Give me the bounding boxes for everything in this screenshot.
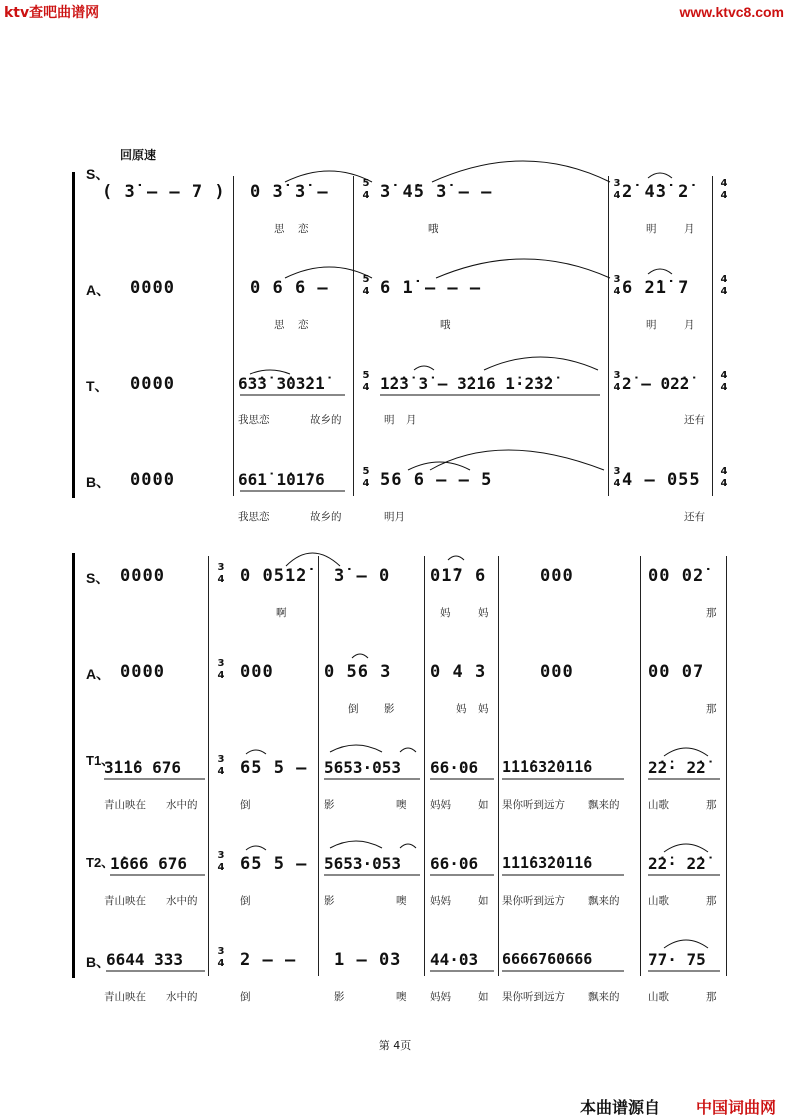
lyric: 思	[274, 223, 285, 235]
slur	[285, 267, 372, 278]
measure-notes: 3̇ – 0	[334, 566, 391, 586]
intro-notes: 0000	[120, 662, 165, 682]
slur	[246, 750, 266, 754]
source-credit-label: 本曲谱源自	[580, 1098, 661, 1117]
measure-notes: 1̇1̇1̇63̇2̇01̇1̇6	[502, 854, 593, 872]
lyric: 还有	[684, 511, 705, 523]
time-signature: 3 4	[613, 274, 621, 297]
lyric: 明	[384, 414, 395, 426]
time-signature: 3 4	[217, 850, 225, 873]
voice-label: A、	[86, 666, 111, 682]
lyric: 影	[384, 703, 395, 715]
measure-notes: 5653·053	[324, 854, 402, 873]
intro-notes: 0000	[130, 374, 175, 394]
lyric: 噢	[396, 991, 407, 1003]
lyric: 水中的	[166, 799, 198, 811]
slur	[648, 173, 672, 178]
slur	[664, 748, 708, 756]
lyric: 故乡的	[310, 511, 342, 523]
measure-notes: 00 07	[648, 662, 705, 682]
barline	[726, 556, 727, 976]
time-signature: 3 4	[217, 946, 225, 969]
slur	[408, 462, 470, 470]
time-signature: 4 4	[720, 466, 728, 489]
barline	[712, 176, 713, 496]
lyric: 恋	[298, 319, 309, 331]
lyric: 妈	[478, 703, 489, 715]
time-signature: 5 4	[362, 466, 370, 489]
slur	[400, 748, 416, 752]
system-bracket	[72, 553, 75, 978]
lyric: 那	[706, 703, 717, 715]
measure-notes: 000	[540, 662, 574, 682]
lyric: 山歌	[648, 991, 669, 1003]
slur	[330, 745, 382, 752]
measure-notes: 77· 75	[648, 950, 706, 969]
lyric: 我思恋	[238, 511, 270, 523]
voice-label: A、	[86, 282, 111, 298]
barline	[608, 176, 609, 496]
measure-notes: 0 051̇2̇	[240, 566, 308, 586]
measure-notes: 4 – 055	[622, 470, 701, 490]
lyric: 倒	[240, 991, 251, 1003]
lyric: 妈妈	[430, 895, 451, 907]
lyric: 妈妈	[430, 991, 451, 1003]
slur	[414, 366, 434, 370]
lyric: 明	[646, 319, 657, 331]
lyric: 妈妈	[430, 799, 451, 811]
lyric: 山歌	[648, 799, 669, 811]
voice-label: T、	[86, 378, 109, 394]
time-signature: 3 4	[217, 754, 225, 777]
lyric: 妈	[478, 607, 489, 619]
measure-notes: 0 56 3	[324, 662, 392, 682]
measure-notes: 6 2̇1̇ 7	[622, 278, 690, 298]
intro-notes: 3̇1̇1̇6 676	[104, 758, 182, 777]
time-signature: 3 4	[613, 178, 621, 201]
slur	[286, 553, 340, 566]
measure-notes: 2̇ 4̇3̇ 2̇	[622, 182, 690, 202]
voice-label: B、	[86, 474, 111, 490]
measure-notes: 6666760666	[502, 950, 593, 968]
voice-label: T2、	[86, 855, 115, 870]
slur	[648, 269, 672, 274]
measure-notes: 56 6 – – 5	[380, 470, 493, 490]
intro-notes: 0000	[120, 566, 165, 586]
lyric: 飘来的	[588, 895, 620, 907]
measure-notes: 3̇ 4̇5 3̇ – –	[380, 182, 493, 202]
lyric: 噢	[396, 895, 407, 907]
slur	[352, 654, 368, 658]
lyric: 水中的	[166, 991, 198, 1003]
slur	[664, 940, 708, 948]
time-signature: 4 4	[720, 178, 728, 201]
intro-notes: 0000	[130, 470, 175, 490]
measure-notes: 2̇2̇· 2̇2̇	[648, 758, 706, 777]
intro-notes: 0000	[130, 278, 175, 298]
lyric: 明	[646, 223, 657, 235]
lyric: 果你听到远方	[502, 895, 565, 907]
measure-notes: 01̇7 6	[430, 566, 487, 586]
lyric: 倒	[240, 895, 251, 907]
site-watermark-left: ktv查吧曲谱网	[4, 5, 100, 21]
lyric: 噢	[396, 799, 407, 811]
lyric: 影	[324, 799, 335, 811]
lyric: 妈	[456, 703, 467, 715]
lyric: 啊	[276, 607, 287, 619]
lyric: 妈	[440, 607, 451, 619]
tempo-marking: 回原速	[120, 148, 157, 162]
lyric: 如	[478, 895, 489, 907]
time-signature: 4 4	[720, 274, 728, 297]
measure-notes: 00 02̇	[648, 566, 705, 586]
lyric: 那	[706, 895, 717, 907]
time-signature: 4 4	[720, 370, 728, 393]
lyric: 影	[334, 991, 345, 1003]
page-number: 第 4页	[378, 1039, 412, 1052]
lyric: 青山映在	[104, 895, 146, 907]
lyric: 那	[706, 799, 717, 811]
lyric: 我思恋	[238, 414, 270, 426]
time-signature: 3 4	[613, 466, 621, 489]
lyric: 水中的	[166, 895, 198, 907]
measure-notes: 6 1̇ – – –	[380, 278, 482, 298]
barline	[233, 176, 234, 496]
lyric: 青山映在	[104, 991, 146, 1003]
measure-notes: 2 – –	[240, 950, 297, 970]
intro-notes: ( 3̇ – – 7 )	[102, 182, 226, 202]
lyric: 果你听到远方	[502, 991, 565, 1003]
measure-notes: 000	[240, 662, 274, 682]
lyric: 倒	[240, 799, 251, 811]
lyric: 果你听到远方	[502, 799, 565, 811]
lyric: 月	[406, 414, 417, 426]
measure-notes: 1̇2̇3̇ 3̇ – 3̇2̇16 1̇·2̇3̇2̇	[380, 374, 554, 393]
slur	[285, 171, 372, 182]
measure-notes: 0 4 3	[430, 662, 487, 682]
lyric: 恋	[298, 223, 309, 235]
voice-label: T1、	[86, 753, 115, 768]
system-bracket	[72, 172, 75, 498]
measure-notes: 63̇3̇ 3̇03̇2̇1̇	[238, 374, 325, 393]
time-signature: 3 4	[217, 562, 225, 585]
measure-notes: 000	[540, 566, 574, 586]
slur	[436, 259, 610, 278]
measure-notes: 5653·053	[324, 758, 402, 777]
time-signature: 3 4	[217, 658, 225, 681]
lyric: 哦	[440, 319, 451, 331]
source-credit-site: 中国词曲网	[696, 1098, 777, 1117]
site-watermark-right: www.ktvc8.com	[679, 4, 784, 20]
barline	[498, 556, 499, 976]
slur	[484, 357, 598, 370]
lyric: 影	[324, 895, 335, 907]
slur	[400, 844, 416, 848]
measure-notes: 1̇1̇1̇63̇2̇01̇1̇6	[502, 758, 593, 776]
lyric: 哦	[428, 223, 439, 235]
lyric: 飘来的	[588, 799, 620, 811]
intro-notes: 6644 333	[106, 950, 184, 969]
lyric: 青山映在	[104, 799, 146, 811]
voice-label: S、	[86, 570, 110, 586]
measure-notes: 44·03	[430, 950, 479, 969]
measure-notes: 0 3̇ 3̇ –	[250, 182, 329, 202]
barline	[640, 556, 641, 976]
measure-notes: 65 5 –	[240, 758, 308, 778]
slur	[330, 841, 382, 848]
lyric: 月	[684, 223, 695, 235]
measure-notes: 0 6 6 –	[250, 278, 329, 298]
measure-notes: 66·06	[430, 854, 479, 873]
lyric: 月	[684, 319, 695, 331]
lyric: 思	[274, 319, 285, 331]
lyric: 飘来的	[588, 991, 620, 1003]
barline	[353, 176, 354, 496]
time-signature: 5 4	[362, 178, 370, 201]
slur	[664, 844, 708, 852]
lyric: 那	[706, 607, 717, 619]
measure-notes: 2̇2̇· 2̇2̇	[648, 854, 706, 873]
barline	[424, 556, 425, 976]
measure-notes: 661̇ 1̇01̇76	[238, 470, 325, 489]
measure-notes: 66·06	[430, 758, 479, 777]
voice-label: S、	[86, 166, 110, 182]
lyric: 明月	[384, 511, 405, 523]
slur	[430, 450, 604, 470]
lyric: 故乡的	[310, 414, 342, 426]
measure-notes: 1 – 03	[334, 950, 402, 970]
time-signature: 3 4	[613, 370, 621, 393]
slur	[432, 161, 610, 182]
measure-notes: 65 5 –	[240, 854, 308, 874]
lyric: 倒	[348, 703, 359, 715]
intro-notes: 1̇666 676	[110, 854, 188, 873]
lyric: 如	[478, 991, 489, 1003]
time-signature: 5 4	[362, 274, 370, 297]
barline	[318, 556, 319, 976]
lyric: 山歌	[648, 895, 669, 907]
lyric: 那	[706, 991, 717, 1003]
slur	[448, 556, 464, 560]
voice-label: B、	[86, 954, 111, 970]
measure-notes: 2̇ – 02̇2̇	[622, 374, 690, 393]
lyric: 如	[478, 799, 489, 811]
slur	[246, 846, 266, 850]
barline	[208, 556, 209, 976]
time-signature: 5 4	[362, 370, 370, 393]
lyric: 还有	[684, 414, 705, 426]
